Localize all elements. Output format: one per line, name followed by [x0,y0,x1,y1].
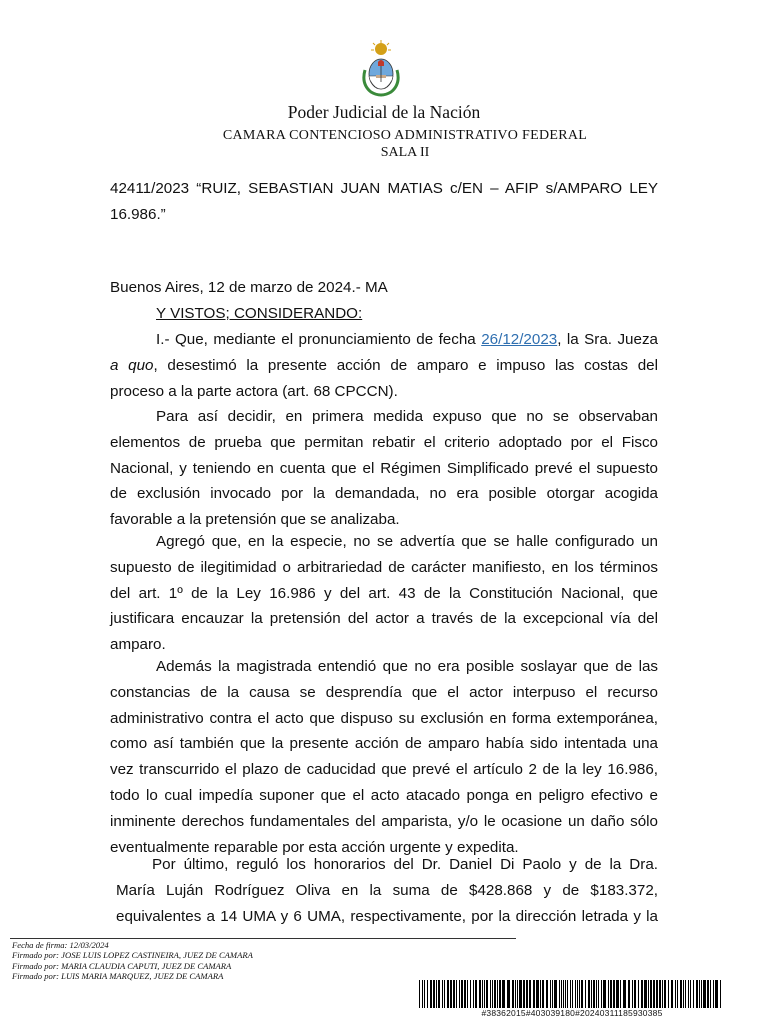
paragraph-line: Nacional, y teniendo en cuenta que el Régimen Simplificado prevé el supuesto [110,459,658,477]
barcode-icon [419,980,725,1008]
paragraph-5 [116,852,658,929]
case-caption-line: 42411/2023 “RUIZ, SEBASTIAN JUAN MATIAS c/EN – AFIP s/AMPARO LEY [110,180,658,197]
case-caption [110,176,658,228]
paragraph-3 [110,529,658,658]
sala-name: SALA II [380,145,430,160]
date-link[interactable]: 26/12/2023 [481,331,558,348]
paragraph-line: María Luján Rodríguez Oliva en la suma de $428.868 y de $183.372, [116,881,658,899]
footer-divider [10,938,516,939]
paragraph-line: equivalentes a 14 UMA y 6 UMA, respectivamente, por la dirección letrada y la [116,907,658,925]
paragraph-line: de exclusión invocado por la demandada, no era posible otorgar acogida [110,485,658,503]
paragraph-line: favorable a la pretensión que se analizaba. [110,511,400,529]
paragraph-1 [110,327,658,404]
paragraph-line: todo lo cual impedía suponer que el acto atacado ponga en peligro efectivo e [110,786,658,804]
paragraph-line: a quo, desestimó la presente acción de amparo e impuso las costas del [110,356,658,374]
italic-term: a quo [110,356,154,374]
paragraph-line: amparo. [110,636,166,654]
paragraph-line: I.- Que, mediante el pronunciamiento de fecha 26/12/2023, la Sra. Jueza [156,331,658,348]
barcode-number: #38362015#403039180#20240311185930385 [481,1008,663,1018]
paragraph-line: Agregó que, en la especie, no se advertía que se halle configurado un [156,533,658,550]
paragraph-line: del art. 1º de la Ley 16.986 y del art. 43 de la Constitución Nacional, que [110,584,658,602]
paragraph-line: como así también que la presente acción de amparo había sido intentada una [110,735,658,753]
paragraph-line: inminente derechos fundamentales del amparista, y/o le ocasione un daño sólo [110,812,658,830]
paragraph-line: Además la magistrada entendió que no era posible soslayar que de las [156,658,658,675]
paragraph-line: supuesto de ilegitimidad o arbitrariedad de carácter manifiesto, en los términos [110,558,658,576]
paragraph-line: Por último, reguló los honorarios del Dr. Daniel Di Paolo y de la Dra. [152,856,658,873]
signature-date: Fecha de firma: 12/03/2024 [12,940,109,950]
paragraph-line: elementos de prueba que permitan rebatir el criterio adoptado por el Fisco [110,433,658,451]
vistos-heading: Y VISTOS; CONSIDERANDO: [156,305,363,322]
national-coat-of-arms-icon [359,40,403,98]
paragraph-line: eventualmente reparable por esta acción urgente y expedita. [110,838,519,856]
chamber-name: CAMARA CONTENCIOSO ADMINISTRATIVO FEDERAL [222,128,588,143]
paragraph-line: Para así decidir, en primera medida expuso que no se observaban [156,408,658,425]
paragraph-4 [110,654,658,860]
signer-line: Firmado por: MARIA CLAUDIA CAPUTI, JUEZ DE CAMARA [12,960,232,971]
dateline: Buenos Aires, 12 de marzo de 2024.- MA [110,279,388,296]
court-name: Poder Judicial de la Nación [287,102,481,122]
signer-line: Firmado por: JOSE LUIS LOPEZ CASTINEIRA, JUEZ DE CAMARA [12,950,253,961]
paragraph-line: vez transcurrido el plazo de caducidad que prevé el artículo 2 de la ley 16.986, [110,761,658,779]
signer-line: Firmado por: LUIS MARIA MARQUEZ, JUEZ DE CAMARA [12,970,224,981]
paragraph-line: constancias de la causa se desprendía que el actor interpuso el recurso [110,683,658,701]
signature-block [12,940,253,981]
case-caption-line: 16.986.” [110,205,166,223]
paragraph-line: justificara encauzar la pretensión del actor a través de la excepcional vía del [110,610,658,628]
paragraph-line: proceso a la parte actora (art. 68 CPCCN). [110,382,398,400]
paragraph-line: administrativo contra el acto que dispuso su exclusión en forma extemporánea, [110,709,658,727]
paragraph-2 [110,404,658,533]
